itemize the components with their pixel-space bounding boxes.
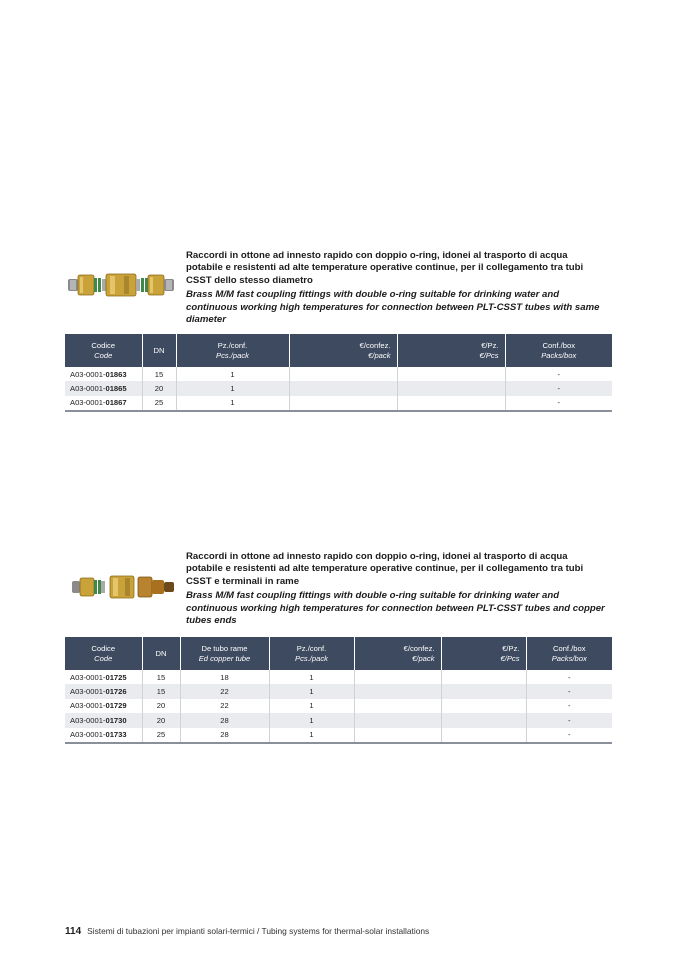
description-it: Raccordi in ottone ad innesto rapido con doppio o-ring, idonei al trasporto di acqua potabile e resistenti ad alte temperature operative continue, per il collegamento tra tubi CSST e terminali in rame (186, 551, 584, 587)
cell-copper: 22 (180, 684, 269, 698)
cell-eur-pack (289, 367, 397, 381)
col-header-packs-box: Conf./box Packs/box (526, 637, 612, 670)
cell-eur-pack (289, 381, 397, 395)
product-table-1 (65, 334, 612, 412)
cell-code: A03-0001-01863 (65, 367, 142, 381)
description-en: Brass M/M fast coupling fittings with double o-ring suitable for drinking water and continuous working high temperatures for connection between PLT-CSST tubes and copper tubes ends (186, 590, 605, 627)
col-header-eur-pcs: €/Pz. €/Pcs (441, 637, 526, 670)
col-header-code: Codice Code (65, 637, 142, 670)
cell-pcs-pack: 1 (269, 699, 354, 713)
product-description-2 (186, 551, 606, 627)
cell-eur-pack (354, 670, 441, 684)
cell-pcs-pack: 1 (176, 381, 289, 395)
cell-dn: 20 (142, 713, 180, 727)
table-row (65, 381, 612, 395)
cell-eur-pack (354, 699, 441, 713)
cell-dn: 20 (142, 381, 176, 395)
col-header-pcs-pack: Pz./conf. Pcs./pack (176, 334, 289, 367)
table-row (65, 670, 612, 684)
cell-eur-pcs (397, 381, 505, 395)
cell-code: A03-0001-01725 (65, 670, 142, 684)
cell-dn: 25 (142, 396, 176, 411)
table-row (65, 713, 612, 727)
brass-fitting-csst-copper-image (70, 570, 178, 604)
cell-copper: 22 (180, 699, 269, 713)
cell-pcs-pack: 1 (176, 367, 289, 381)
cell-eur-pcs (397, 396, 505, 411)
cell-code: A03-0001-01730 (65, 713, 142, 727)
cell-copper: 18 (180, 670, 269, 684)
description-it: Raccordi in ottone ad innesto rapido con doppio o-ring, idonei al trasporto di acqua potabile e resistenti ad alte temperature operative continue, per il collegamento tra tubi CSST dello stesso diametro (186, 250, 584, 286)
col-header-pcs-pack: Pz./conf. Pcs./pack (269, 637, 354, 670)
cell-code: A03-0001-01729 (65, 699, 142, 713)
description-en: Brass M/M fast coupling fittings with double o-ring suitable for drinking water and continuous working high temperatures for connection between PLT-CSST tubes with same diameter (186, 289, 600, 326)
cell-code: A03-0001-01726 (65, 684, 142, 698)
table-row (65, 699, 612, 713)
product-description-1 (186, 250, 606, 326)
cell-pcs-pack: 1 (269, 670, 354, 684)
cell-copper: 28 (180, 728, 269, 743)
cell-eur-pcs (441, 728, 526, 743)
col-header-packs-box: Conf./box Packs/box (505, 334, 612, 367)
cell-dn: 15 (142, 367, 176, 381)
cell-packs-box: - (567, 672, 571, 682)
cell-packs-box: - (526, 713, 612, 727)
cell-eur-pack (354, 713, 441, 727)
cell-packs-box: - (526, 728, 612, 743)
cell-code: A03-0001-01865 (65, 381, 142, 395)
cell-pcs-pack: 1 (269, 684, 354, 698)
cell-eur-pcs (441, 670, 526, 684)
cell-copper: 28 (180, 713, 269, 727)
col-header-dn: DN (142, 637, 180, 670)
cell-eur-pack (289, 396, 397, 411)
product-table-2 (65, 637, 612, 744)
table-row (65, 367, 612, 381)
cell-eur-pcs (441, 699, 526, 713)
cell-code: A03-0001-01733 (65, 728, 142, 743)
cell-eur-pack (354, 684, 441, 698)
cell-pcs-pack: 1 (176, 396, 289, 411)
cell-pcs-pack: 1 (269, 728, 354, 743)
cell-packs-box: - (557, 369, 561, 379)
cell-dn: 25 (142, 728, 180, 743)
cell-code: A03-0001-01867 (65, 396, 142, 411)
footer-text: Sistemi di tubazioni per impianti solari-termici / Tubing systems for thermal-solar installations (87, 926, 430, 936)
col-header-dn: DN (142, 334, 176, 367)
brass-fitting-mm-image (66, 268, 176, 302)
col-header-eur-pcs: €/Pz. €/Pcs (397, 334, 505, 367)
cell-packs-box: - (505, 396, 612, 411)
cell-eur-pcs (441, 713, 526, 727)
cell-pcs-pack: 1 (269, 713, 354, 727)
col-header-eur-pack: €/confez. €/pack (354, 637, 441, 670)
table-row (65, 684, 612, 698)
table-row (65, 396, 612, 411)
col-header-eur-pack: €/confez. €/pack (289, 334, 397, 367)
cell-packs-box: - (526, 684, 612, 698)
cell-dn: 15 (142, 684, 180, 698)
cell-eur-pcs (441, 684, 526, 698)
table-row (65, 728, 612, 743)
cell-packs-box: - (567, 701, 571, 711)
cell-dn: 20 (142, 699, 180, 713)
col-header-code: Codice Code (65, 334, 142, 367)
cell-packs-box: - (505, 381, 612, 395)
cell-eur-pack (354, 728, 441, 743)
page-footer (65, 926, 429, 937)
page-number: 114 (65, 926, 82, 937)
col-header-copper-tube: De tubo rame Ed copper tube (180, 637, 269, 670)
table-header-row (65, 637, 612, 670)
cell-eur-pcs (397, 367, 505, 381)
cell-dn: 15 (142, 670, 180, 684)
table-header-row (65, 334, 612, 367)
